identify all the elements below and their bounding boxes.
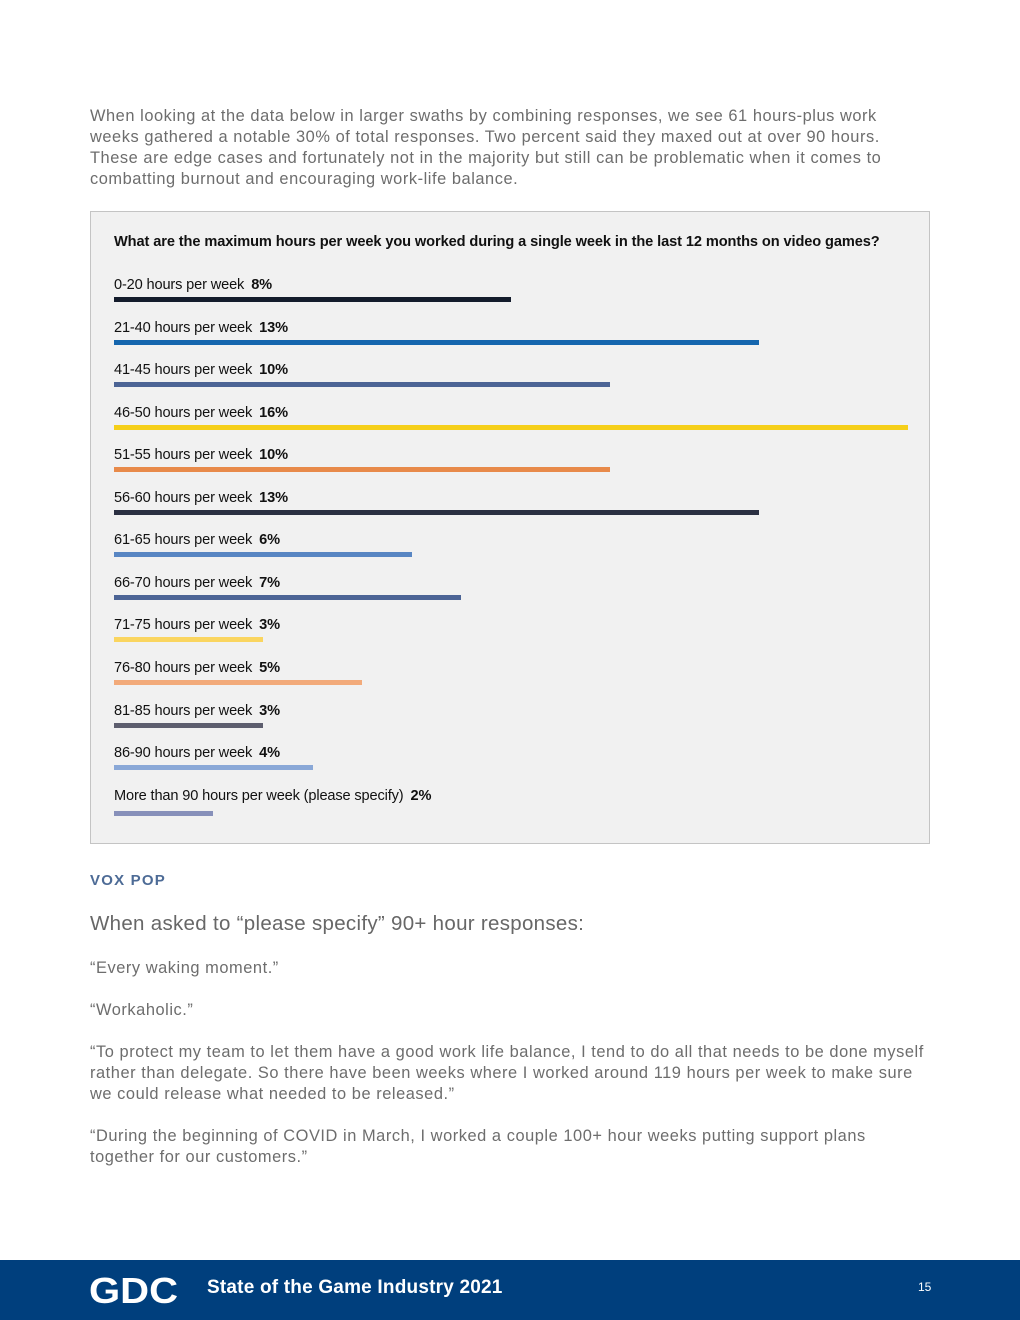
chart-row [114,447,914,487]
category-label [114,447,288,463]
bar [114,467,610,472]
category-label [114,277,272,293]
quote-3: “To protect my team to let them have a good work life balance, I tend to do all that needs to be done myself rather than delegate. So there have been weeks where I worked around 119 hours per week to make sure we could release what needed to be released.” [90,1043,924,1103]
chart-row [114,745,914,785]
category-name: 76-80 hours per week [114,659,253,676]
value-label: 10% [259,362,288,379]
category-name: 41-45 hours per week [114,362,253,379]
category-name: 66-70 hours per week [114,574,253,591]
category-label [114,575,280,591]
value-label: 13% [259,319,288,336]
footer-title: State of the Game Industry 2021 [207,1277,503,1298]
chart-row [114,532,914,572]
value-label: 10% [259,447,288,464]
footer-bar [0,1260,1020,1320]
bar [114,510,759,515]
chart-row [114,405,914,445]
category-label [114,660,280,676]
category-name: More than 90 hours per week (please specify) [114,787,404,804]
bar [114,765,313,770]
gdc-logo [89,1274,179,1306]
bar [114,811,213,816]
category-label [114,362,288,378]
category-label [114,405,288,421]
page-number: 15 [918,1280,932,1294]
chart-row [114,362,914,402]
value-label: 6% [259,532,280,549]
chart-row [114,277,914,317]
chart-row [114,575,914,615]
bar [114,552,412,557]
bar [114,637,263,642]
value-label: 7% [259,574,280,591]
vox-pop-tag: VOX POP [90,872,166,889]
category-label [114,703,280,719]
category-name: 61-65 hours per week [114,532,253,549]
category-label [114,788,431,804]
category-label [114,532,280,548]
chart-row [114,788,914,828]
intro-paragraph: When looking at the data below in larger swaths by combining responses, we see 61 hours-plus work weeks gathered a notable 30% of total responses. Two percent said they maxed out at over 90 hours. These are edge cases and fortunately not in the majority but still can be problematic when it comes to combatting burnout and encouraging work-life balance. [90,107,882,188]
bar [114,297,511,302]
quote-1: “Every waking moment.” [90,959,279,977]
chart-row [114,703,914,743]
chart-row [114,490,914,530]
value-label: 16% [259,404,288,421]
category-name: 46-50 hours per week [114,404,253,421]
value-label: 4% [259,745,280,762]
category-name: 56-60 hours per week [114,489,253,506]
chart-title: What are the maximum hours per week you worked during a single week in the last 12 months on video games? [114,234,880,250]
chart-row [114,617,914,657]
value-label: 5% [259,659,280,676]
gdc-logo-text: GDC [89,1274,178,1306]
category-name: 71-75 hours per week [114,617,253,634]
value-label: 3% [259,702,280,719]
category-label [114,320,288,336]
chart-row [114,660,914,700]
quote-2: “Workaholic.” [90,1001,194,1019]
category-name: 0-20 hours per week [114,277,245,293]
chart-row [114,320,914,360]
bar [114,680,362,685]
bar [114,382,610,387]
category-label [114,745,280,761]
category-name: 21-40 hours per week [114,319,253,336]
bar [114,723,263,728]
value-label: 8% [251,277,272,293]
vox-pop-heading: When asked to “please specify” 90+ hour responses: [90,912,585,935]
hours-chart [90,211,930,844]
category-label [114,490,288,506]
value-label: 2% [410,787,432,804]
category-name: 81-85 hours per week [114,702,253,719]
value-label: 3% [259,617,280,634]
bar [114,595,461,600]
quote-4: “During the beginning of COVID in March, I worked a couple 100+ hour weeks putting support plans together for our customers.” [90,1127,866,1166]
value-label: 13% [259,489,288,506]
category-label [114,617,280,633]
bar [114,425,908,430]
bar [114,340,759,345]
category-name: 86-90 hours per week [114,745,253,762]
category-name: 51-55 hours per week [114,447,253,464]
